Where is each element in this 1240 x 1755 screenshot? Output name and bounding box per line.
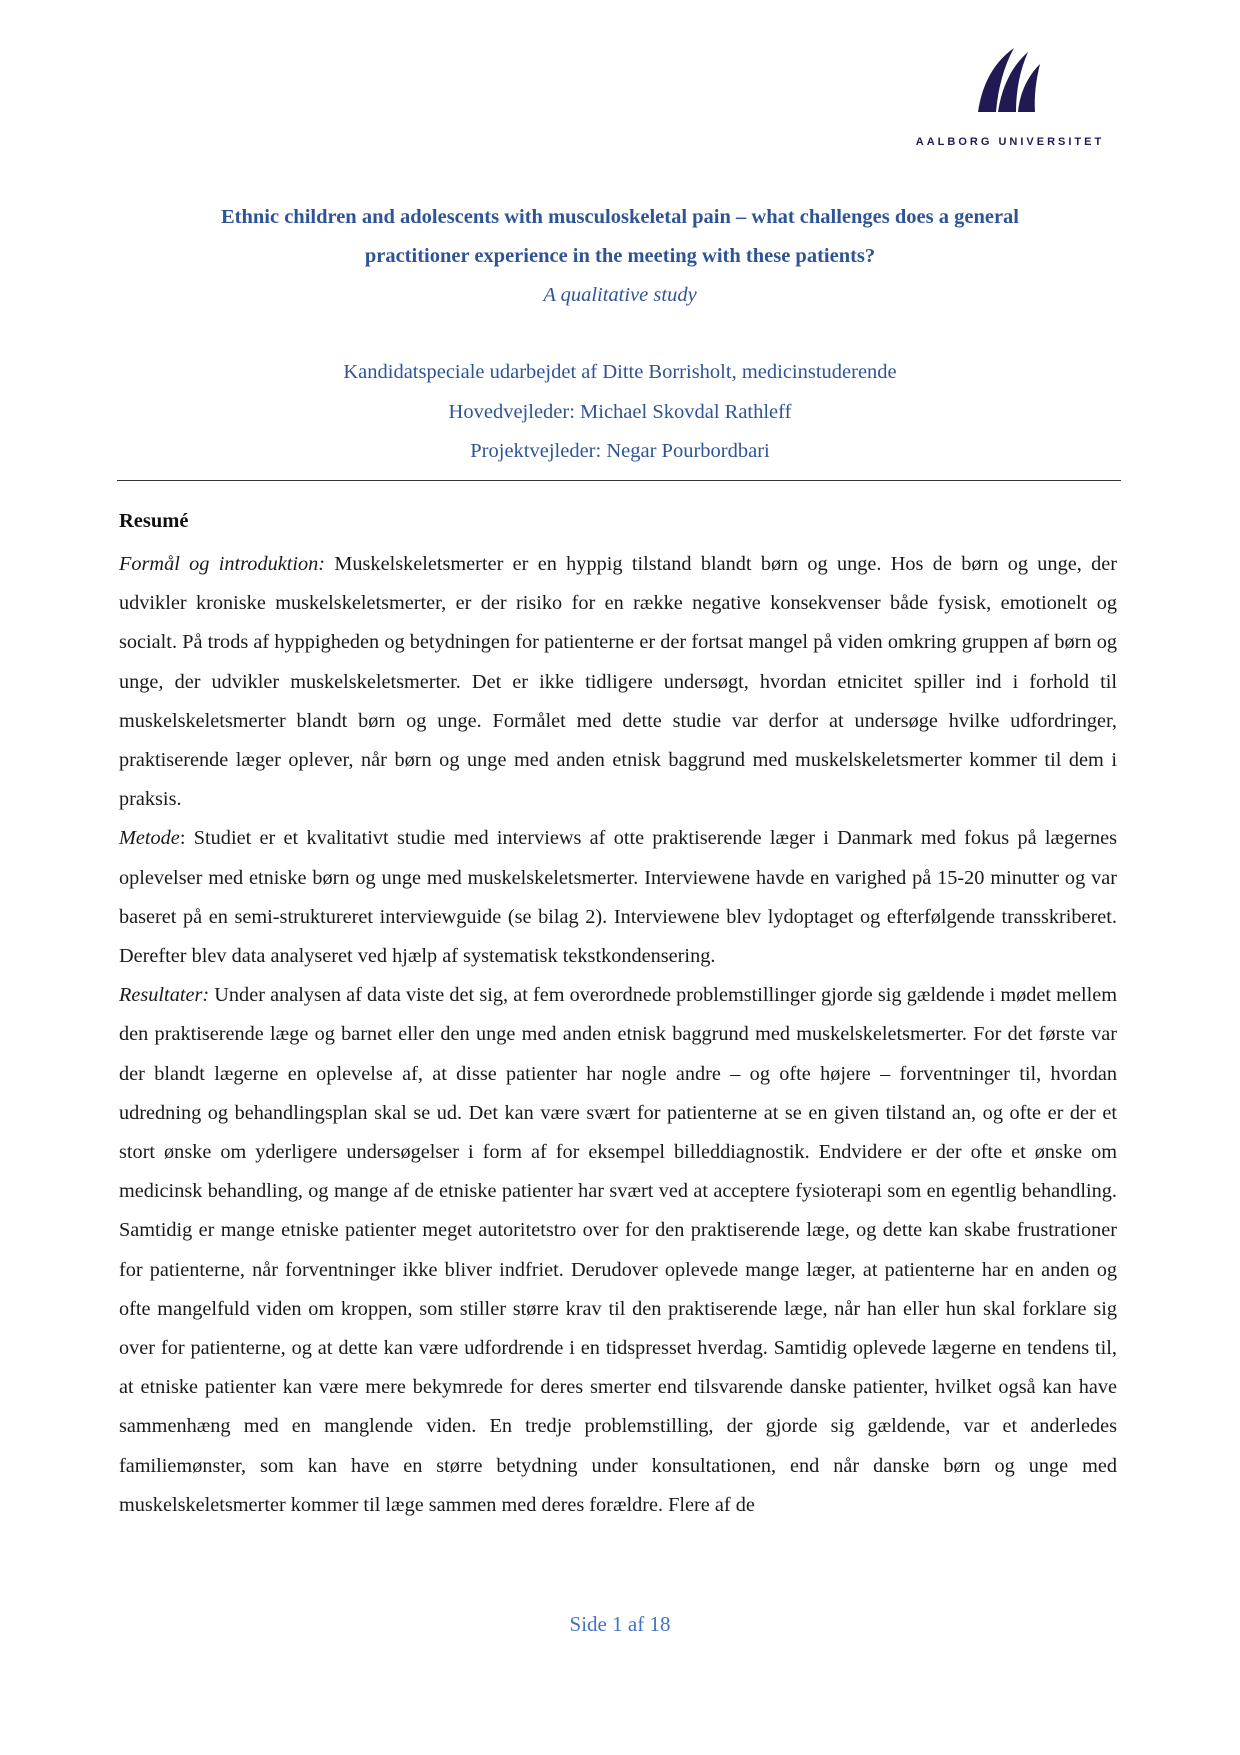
results-text: Under analysen af data viste det sig, at fem overordnede problemstillinger gjorde sig gældende i mødet mellem den praktiserende læge og barnet eller den unge med anden etnisk baggrund med muskelskeletsmerter. For det første var der blandt lægerne en oplevelse af, at disse patienter har nogle andre – og ofte højere – forventninger til, hvordan udredning og behandlingsplan skal se ud. Det kan være svært for patienterne at se en given tilstand an, og ofte er der et stort ønske om yderligere undersøgelser i form af for eksempel billeddiagnostik. Endvidere er der ofte et ønske om medicinsk behandling, og mange af de etniske patienter har svært ved at acceptere fysioterapi som en egentlig behandling. Samtidig er mange etniske patienter meget autoritetstro over for den praktiserende læge, og dette kan skabe frustrationer for patienterne, når forventninger ikke bliver indfriet. Derudover oplevede mange læger, at patienterne har en anden og ofte mangelfuld viden om kroppen, som stiller større krav til den praktiserende læge, når han eller hun skal forklare sig over for patienterne, og at dette kan være udfordrende i en tidspresset hverdag. Samtidig oplevede lægerne en tendens til, at etniske patienter kan være mere bekymrede for deres smerter end tilsvarende danske patienter, hvilket også kan have sammenhæng med en manglende viden. En tredje problemstilling, der gjorde sig gældende, var et anderledes familiemønster, som kan have en større betydning under konsultationen, end når danske børn og unge med muskelskeletsmerter kommer til læge sammen med deres forældre. Flere af de [119, 984, 1117, 1516]
author-line: Kandidatspeciale udarbejdet af Ditte Borrisholt, medicinstuderende [343, 361, 897, 383]
title-line-1: Ethnic children and adolescents with musculoskeletal pain – what challenges does a general [220, 206, 1020, 228]
method-paragraph [119, 819, 1117, 976]
method-text: : Studiet er et kvalitativt studie med interviews af otte praktiserende læger i Danmark med fokus på lægernes oplevelser med etniske børn og unge med muskelskeletsmerter. Interviewene havde en varighed på 15-20 minutter og var baseret på en semi-struktureret interviewguide (se bilag 2). Interviewene blev lydoptaget og efterfølgende transskriberet. Derefter blev data analyseret ved hjælp af systematisk tekstkondensering. [119, 827, 1117, 968]
aalborg-wave-logo-icon [974, 44, 1046, 116]
university-logo [910, 44, 1110, 154]
results-label: Resultater: [119, 984, 210, 1007]
logo-text: AALBORG UNIVERSITET [915, 136, 1105, 148]
main-supervisor-line: Hovedvejleder: Michael Skovdal Rathleff [448, 400, 792, 423]
purpose-paragraph [119, 545, 1117, 819]
abstract-heading: Resumé [119, 510, 189, 532]
method-label: Metode [119, 827, 180, 850]
project-supervisor-line: Projektvejleder: Negar Pourbordbari [470, 440, 770, 462]
page-number: Side 1 af 18 [569, 1612, 671, 1636]
purpose-label: Formål og introduktion: [119, 553, 326, 575]
purpose-text: Muskelskeletsmerter er en hyppig tilstand blandt børn og unge. Hos de børn og unge, der udvikler kroniske muskelskeletsmerter, er der risiko for en række negative konsekvenser både fysisk, emotionelt og socialt. På trods af hyppigheden og betydningen for patienterne er der fortsat mangel på viden omkring gruppen af børn og unge, der udvikler muskelskeletsmerter. Det er ikke tidligere undersøgt, hvordan etnicitet spiller ind i forhold til muskelskeletsmerter blandt børn og unge. Formålet med dette studie var derfor at undersøge hvilke udfordringer, praktiserende læger oplever, når børn og unge med anden etnisk baggrund med muskelskeletsmerter kommer til dem i praksis. [119, 553, 1117, 811]
horizontal-divider [117, 480, 1121, 481]
abstract-body [119, 545, 1117, 1525]
subtitle: A qualitative study [543, 284, 697, 306]
meta-block [120, 353, 1120, 472]
results-paragraph [119, 976, 1117, 1525]
title-line-2: practitioner experience in the meeting with these patients? [364, 245, 876, 267]
title-block [120, 198, 1120, 315]
